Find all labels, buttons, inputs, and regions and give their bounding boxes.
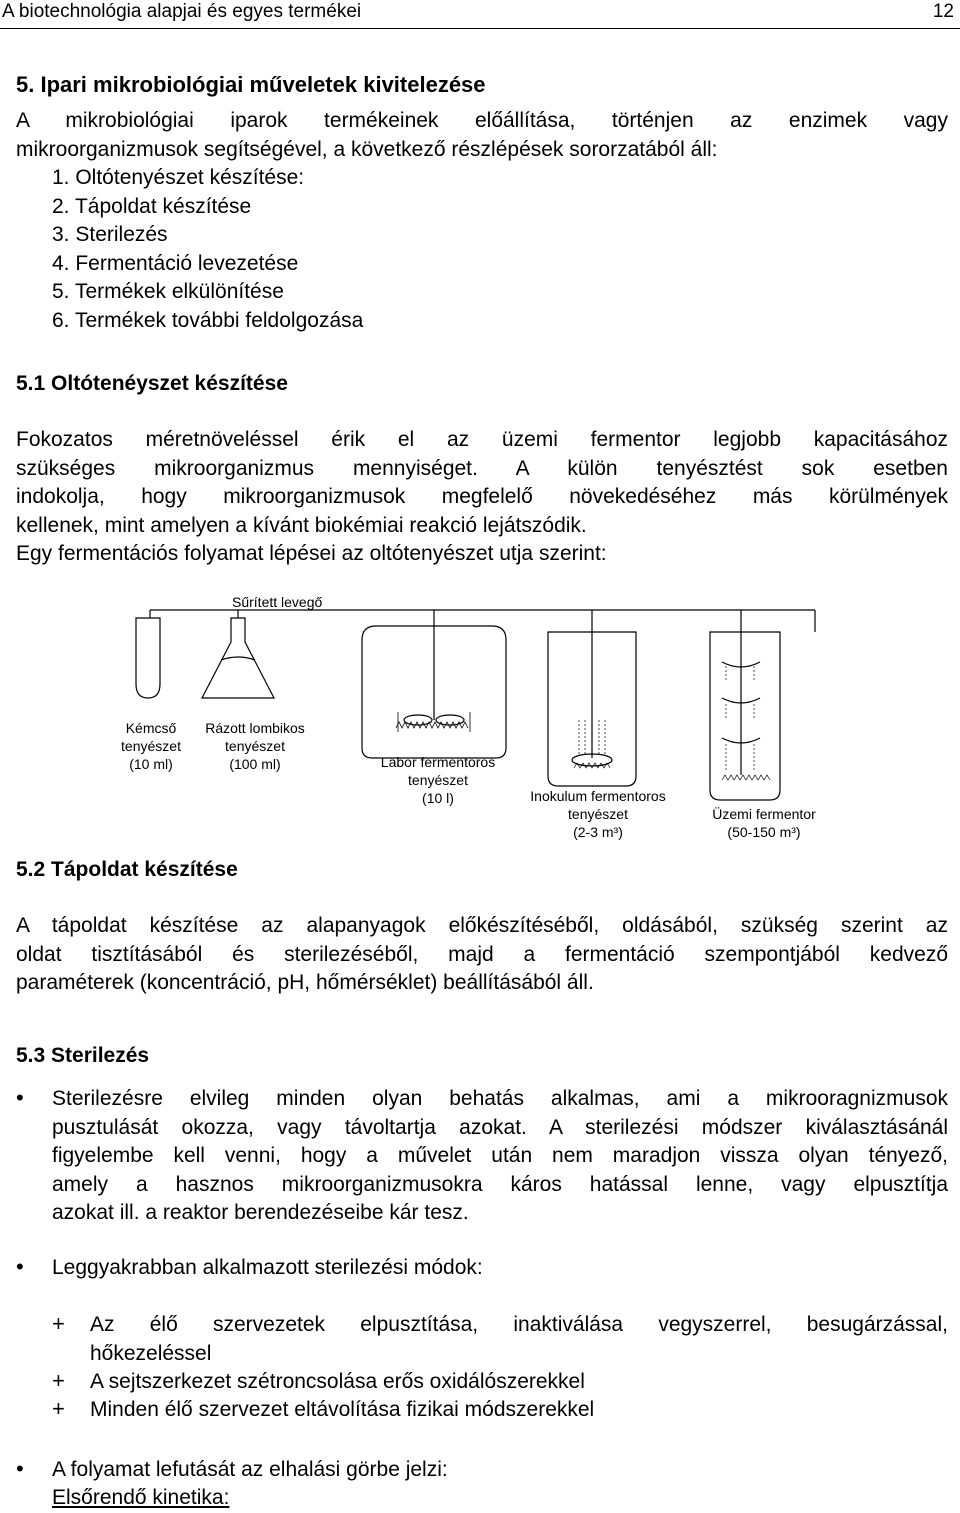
text-line: Egy fermentációs folyamat lépései az oltótenyészet utja szerint: — [16, 542, 607, 565]
text-line: paraméterek (koncentráció, pH, hőmérséklet) beállításából áll. — [16, 971, 594, 994]
text-line: azokat ill. a reaktor berendezéseibe kár tesz. — [52, 1201, 469, 1224]
section-5-heading: 5. Ipari mikrobiológiai műveletek kivitelezése — [16, 72, 486, 97]
step-item: 2. Tápoldat készítése — [52, 194, 252, 218]
step-item: 6. Termékek további feldolgozása — [52, 308, 364, 332]
stage-label-test-tube: Kémcső tenyészet (10 ml) — [121, 720, 181, 772]
text-line: pusztulását okozza, vagy távoltartja azokat. A sterilezési módszer kiválasztásánál — [52, 1115, 948, 1139]
bullet-marker: • — [16, 1456, 24, 1481]
production-fermentor-icon — [710, 632, 780, 800]
bullet-paragraph-1 — [52, 1085, 948, 1228]
stage-label-inoculum-fermentor: Inokulum fermentoros tenyészet (2-3 m³) — [530, 788, 666, 840]
header-title: A biotechnológia alapjai és egyes termékei — [2, 1, 362, 22]
test-tube-icon — [136, 618, 160, 698]
shake-flask-icon — [202, 618, 274, 698]
step-item: 4. Fermentáció levezetése — [52, 251, 299, 275]
steps-list — [52, 164, 363, 335]
text-line: figyelembe kell venni, hogy a művelet után nem maradjon vissza olyan tényező, — [52, 1144, 948, 1167]
step-item: 1. Oltótenyészet készítése: — [52, 166, 305, 189]
bullet-marker: • — [16, 1254, 24, 1279]
text-line: A tápoldat készítése az alapanyagok előkészítéséből, oldásából, szükség szerint az — [16, 914, 948, 937]
lab-fermentor-icon — [362, 626, 506, 758]
method-item: A sejtszerkezet szétroncsolása erős oxidálószerekkel — [90, 1370, 585, 1393]
intro-line: mikroorganizmusok segítségével, a következő részlépések sororzatából áll: — [16, 137, 718, 161]
step-item: 3. Sterilezés — [52, 223, 168, 246]
text-line: hőkezeléssel — [90, 1341, 212, 1365]
section-5-2-text — [16, 912, 948, 998]
bullet-paragraph-2: Leggyakrabban alkalmazott sterilezési módok: — [52, 1256, 483, 1279]
bullet-paragraph-3: A folyamat lefutását az elhalási görbe jelzi: — [52, 1458, 448, 1481]
section-5-3-heading: 5.3 Sterilezés — [16, 1044, 150, 1067]
intro-line: A mikrobiológiai iparok termékeinek előállítása, történjen az enzimek vagy — [16, 109, 948, 132]
text-line: szükséges mikroorganizmus mennyiséget. A külön tenyésztést sok esetben — [16, 456, 948, 480]
stage-label-production-fermentor: Üzemi fermentor (50-150 m³) — [712, 806, 816, 840]
method-item — [90, 1311, 948, 1368]
section-5-1-text — [16, 426, 948, 569]
text-line: kellenek, mint amelyen a kívánt biokémiai reakció lejátszódik. — [16, 513, 587, 537]
section-5-1-heading: 5.1 Oltótenéyszet készítése — [16, 372, 288, 395]
method-item: Minden élő szervezet eltávolítása fizikai módszerekkel — [90, 1398, 595, 1421]
section-5-2-heading: 5.2 Tápoldat készítése — [16, 858, 238, 881]
text-line: oldat tisztításából és sterilezéséből, majd a fermentáció szempontjából kedvező — [16, 942, 948, 966]
text-line: Sterilezésre elvileg minden olyan behatás alkalmas, ami a mikrooragnizmusok — [52, 1087, 948, 1110]
text-line: Fokozatos méretnöveléssel érik el az üzemi fermentor legjobb kapacitásához — [16, 428, 948, 451]
stage-label-lab-fermentor: Labor fermentoros tenyészet (10 l) — [380, 754, 496, 806]
compressed-air-label: Sűrített levegő — [232, 594, 323, 610]
step-item: 5. Termékek elkülönítése — [52, 280, 284, 303]
text-line: indokolja, hogy mikroorganizmusok megfelelő növekedéséhez más körülmények — [16, 485, 948, 508]
text-line: Az élő szervezetek elpusztítása, inaktiválása vegyszerrel, besugárzással, — [90, 1313, 948, 1336]
section-5-intro — [16, 107, 948, 164]
plus-marker: + — [52, 1396, 65, 1421]
bullet-marker: • — [16, 1085, 24, 1110]
plus-marker: + — [52, 1368, 65, 1393]
page-header — [0, 0, 960, 29]
text-line: amely a hasznos mikroorganizmusokra káros hatással lenne, vagy elpusztítja — [52, 1172, 948, 1196]
plus-marker: + — [52, 1311, 65, 1336]
kinetics-label: Elsőrendő kinetika: — [52, 1486, 230, 1509]
inoculum-fermentor-icon — [548, 632, 636, 786]
page-number: 12 — [932, 1, 954, 22]
stage-label-shake-flask: Rázott lombikos tenyészet (100 ml) — [205, 720, 305, 772]
